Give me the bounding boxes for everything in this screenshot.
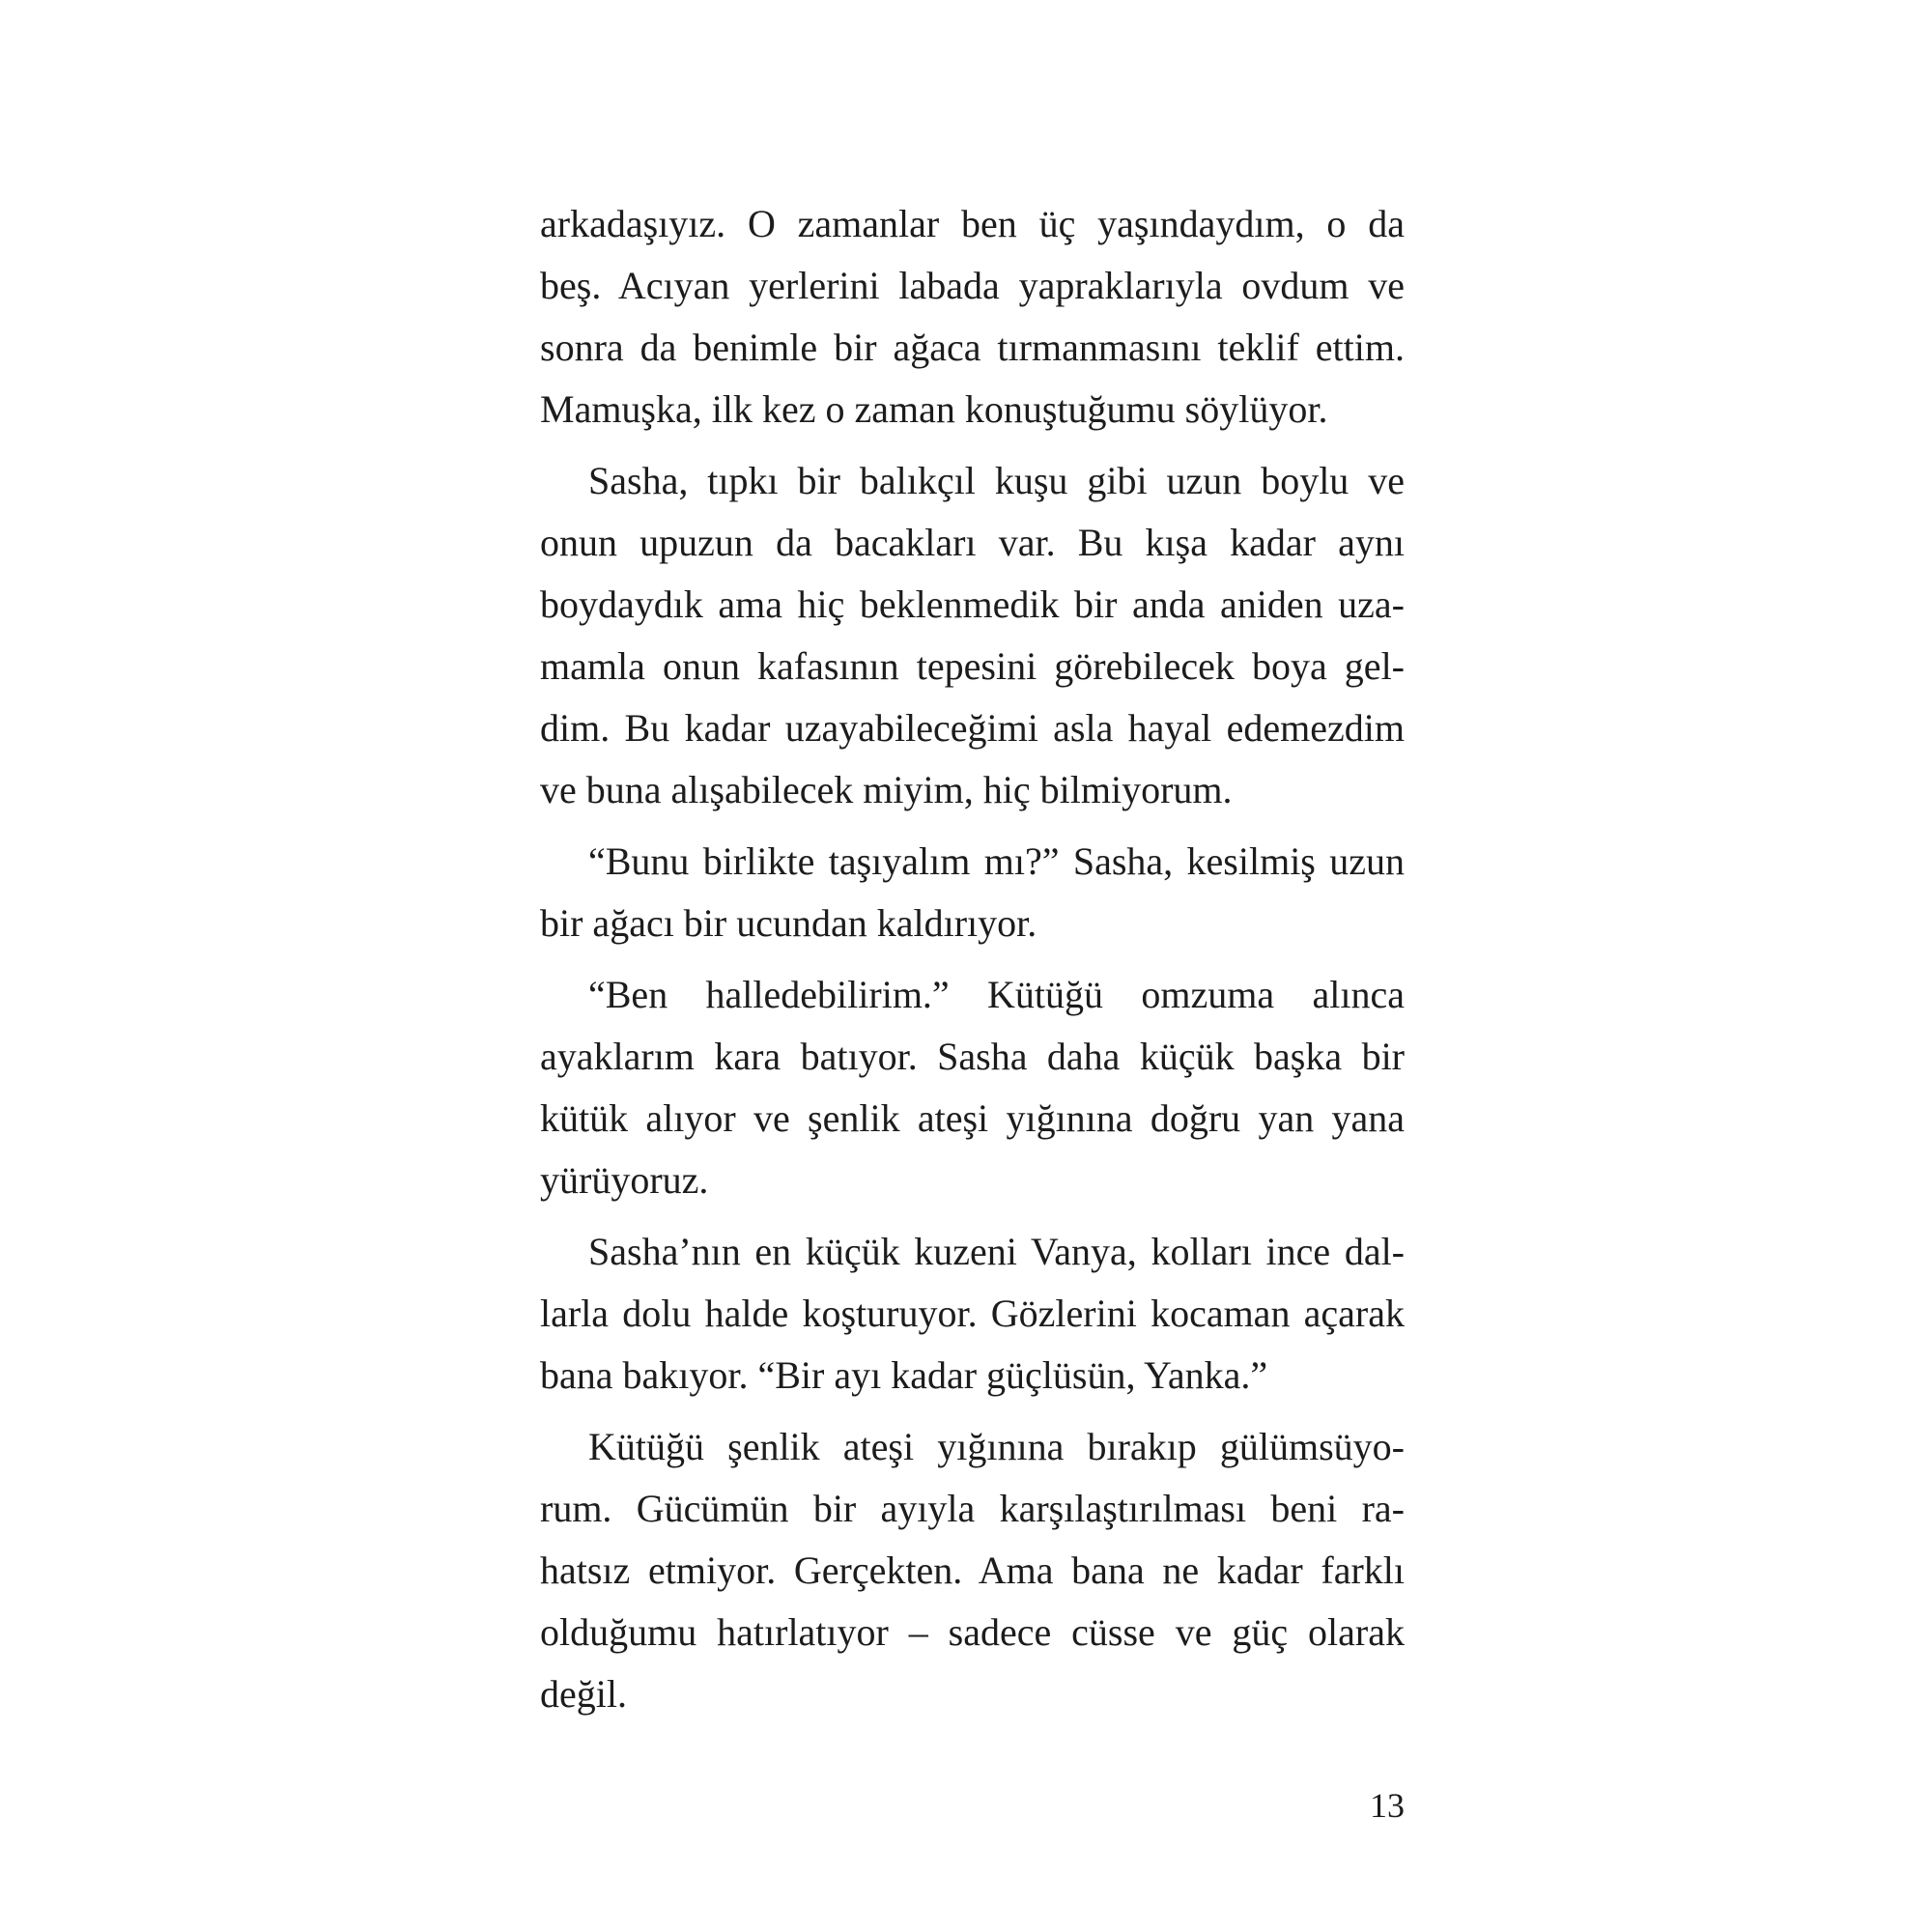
text-line: bana bakıyor. “Bir ayı kadar güçlüsün, Yanka.” bbox=[540, 1353, 1268, 1397]
text-line: “Bunu birlikte taşıyalım mı?” Sasha, kesilmiş uzun bbox=[588, 839, 1405, 883]
text-line: “Ben halledebilirim.” Kütüğü omzuma alınca bbox=[588, 973, 1405, 1016]
paragraph bbox=[540, 1221, 1405, 1406]
text-line: hatsız etmiyor. Gerçekten. Ama bana ne kadar farklı bbox=[540, 1548, 1405, 1592]
text-line: Sasha’nın en küçük kuzeni Vanya, kolları ince dal- bbox=[588, 1230, 1405, 1273]
text-line: bir ağacı bir ucundan kaldırıyor. bbox=[540, 901, 1037, 945]
text-line: Mamuşka, ilk kez o zaman konuştuğumu söylüyor. bbox=[540, 387, 1328, 431]
text-line: Kütüğü şenlik ateşi yığınına bırakıp gülümsüyo- bbox=[588, 1425, 1405, 1468]
text-line: beş. Acıyan yerlerini labada yapraklarıyla ovdum ve bbox=[540, 264, 1405, 307]
paragraph bbox=[540, 1416, 1405, 1725]
paragraph bbox=[540, 964, 1405, 1211]
text-line: ve buna alışabilecek miyim, hiç bilmiyorum. bbox=[540, 768, 1233, 811]
text-line: olduğumu hatırlatıyor – sadece cüsse ve güç olarak bbox=[540, 1610, 1405, 1654]
paragraph bbox=[540, 831, 1405, 954]
text-line: boydaydık ama hiç beklenmedik bir anda aniden uza- bbox=[540, 582, 1405, 626]
text-line: Sasha, tıpkı bir balıkçıl kuşu gibi uzun boylu ve bbox=[588, 459, 1405, 502]
text-line: onun upuzun da bacakları var. Bu kışa kadar aynı bbox=[540, 521, 1405, 564]
body-text bbox=[540, 193, 1405, 1735]
paragraph bbox=[540, 193, 1405, 440]
text-line: sonra da benimle bir ağaca tırmanmasını teklif ettim. bbox=[540, 326, 1405, 369]
text-line: larla dolu halde koşturuyor. Gözlerini kocaman açarak bbox=[540, 1292, 1405, 1335]
text-line: yürüyoruz. bbox=[540, 1158, 709, 1202]
text-line: değil. bbox=[540, 1672, 627, 1716]
text-line: rum. Gücümün bir ayıyla karşılaştırılması beni ra- bbox=[540, 1487, 1405, 1530]
text-line: kütük alıyor ve şenlik ateşi yığınına doğru yan yana bbox=[540, 1096, 1405, 1140]
text-line: dim. Bu kadar uzayabileceğimi asla hayal edemezdim bbox=[540, 706, 1405, 750]
paragraph bbox=[540, 450, 1405, 821]
text-line: ayaklarım kara batıyor. Sasha daha küçük başka bir bbox=[540, 1035, 1405, 1078]
page-number: 13 bbox=[1370, 1786, 1405, 1825]
text-line: mamla onun kafasının tepesini görebilecek boya gel- bbox=[540, 644, 1405, 688]
text-line: arkadaşıyız. O zamanlar ben üç yaşındaydım, o da bbox=[540, 202, 1405, 245]
